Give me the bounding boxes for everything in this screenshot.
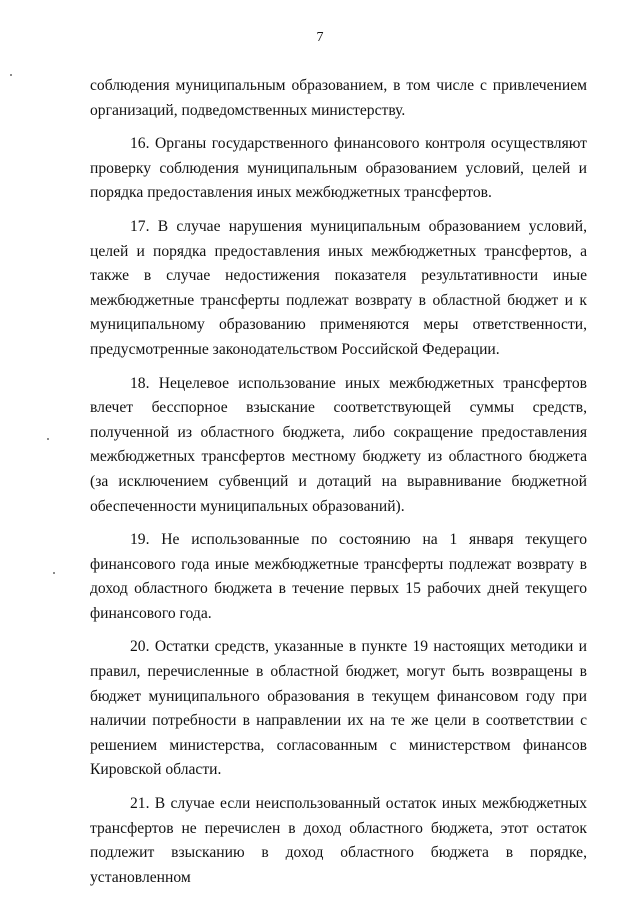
- scan-speck: [53, 572, 55, 574]
- paragraph-21: 21. В случае если неиспользованный остаток иных межбюджетных трансфертов не перечислен в доход областного бюджета, этот остаток подлежит взысканию в доход областного бюджета в порядке, установленном: [90, 795, 587, 886]
- paragraph-18: 18. Нецелевое использование иных межбюджетных трансфертов влечет бесспорное взыскание соответствующей суммы средств, полученной из областного бюджета, либо сокращение предоставления межбюджетных трансфертов местному бюджету из областного бюджета (за исключением субвенций и дотаций на выравнивание бюджетной обеспеченности муниципальных образований).: [90, 374, 587, 515]
- page-number: 7: [316, 30, 324, 45]
- scan-speck: [47, 438, 49, 440]
- document-body: [90, 74, 587, 890]
- paragraph-16: 16. Органы государственного финансового контроля осуществляют проверку соблюдения муниципальным образованием условий, целей и порядка предоставления иных межбюджетных трансфертов.: [90, 135, 587, 202]
- paragraph-17: 17. В случае нарушения муниципальным образованием условий, целей и порядка предоставления иных межбюджетных трансфертов, а также в случае недостижения показателя результативности иные межбюджетные трансферты подлежат возврату в областной бюджет и к муниципальному образованию применяются меры ответственности, предусмотренные законодательством Российской Федерации.: [90, 217, 587, 358]
- scan-speck: [10, 74, 12, 76]
- paragraph-19: 19. Не использованные по состоянию на 1 января текущего финансового года иные межбюджетные трансферты подлежат возврату в доход областного бюджета в течение первых 15 рабочих дней текущего финансового года.: [90, 531, 587, 622]
- paragraph-continuation: соблюдения муниципальным образованием, в том числе с привлечением организаций, подведомственных министерству.: [90, 77, 587, 119]
- paragraph-20: 20. Остатки средств, указанные в пункте 19 настоящих методики и правил, перечисленные в областной бюджет, могут быть возвращены в бюджет муниципального образования в текущем финансовом году при наличии потребности в направлении их на те же цели в соответствии с решением министерства, согласованным с министерством финансов Кировской области.: [90, 638, 587, 779]
